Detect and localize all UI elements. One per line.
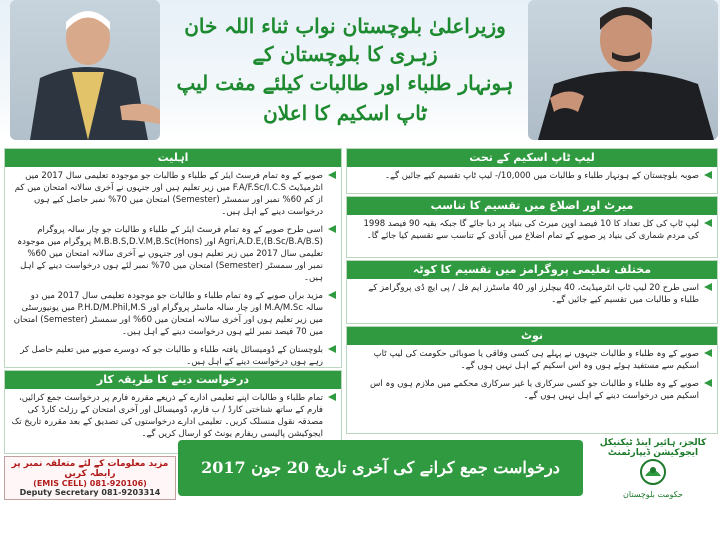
note-header: نوٹ <box>347 327 717 345</box>
bullet-arrow-icon <box>704 283 712 291</box>
deadline-suffix: ہوگی۔ <box>357 514 404 533</box>
eligibility-item-text: صوبے کے وہ تمام فرسٹ ایئر کے طلباء و طالبات جو موجودہ تعلیمی سال 2017 میں انٹرمیڈیٹ F.A/F.Sc/I.C.S میں زیر تعلیم ہیں اور جنہوں نے آخری سالانہ امتحان میں کم از کم 60% نمبر اور سمسٹر (Semester) امتحان میں 70% نمبر حاصل کیے ہوں درخواست دینے کے اہل ہیں۔ <box>14 171 323 217</box>
note-item <box>347 345 717 375</box>
quota-panel <box>346 260 718 324</box>
eligibility-item-text: بلوچستان کے ڈومیسائل یافتہ طلباء و طالبات جو کہ دوسرے صوبے میں تعلیم حاصل کر رہے ہوں درخواست دینے کے اہل ہیں۔ <box>20 345 323 367</box>
bullet-arrow-icon <box>328 225 336 233</box>
scheme-panel <box>346 148 718 194</box>
quota-item <box>347 279 717 309</box>
headline-line-1: وزیراعلیٰ بلوچستان نواب ثناء اللہ خان زہری کا بلوچستان کے <box>184 14 506 66</box>
note-text: صوبے کے وہ طلباء و طالبات جو کسی سرکاری یا غیر سرکاری محکمے میں ملازم ہوں وہ اس اسکیم میں درخواست دینے کے اہل نہیں ہوں گے۔ <box>369 379 699 401</box>
deadline-year: 2017 <box>201 458 246 477</box>
government-seal-icon <box>636 458 670 486</box>
eligibility-panel <box>4 148 342 368</box>
bullet-arrow-icon <box>328 345 336 353</box>
emis-contact: (EMIS CELL) 081-920106) <box>33 479 147 488</box>
headline <box>170 12 520 128</box>
contact-title: مزید معلومات کے لئے متعلقہ نمبر پر رابطہ کریں <box>11 459 169 479</box>
department-name: کالجز، ہائیر اینڈ ٹیکنیکل ایجوکیشن ڈیپارٹمنٹ <box>599 438 707 458</box>
merit-text: لیپ ٹاپ کی کل تعداد کا 10 فیصد اوپن میرٹ کی بنیاد پر دیا جائے گا جبکہ بقیہ 90 فیصد 1998 کی مردم شماری کی بنیاد پر صوبے کے تمام اضلاع میں آبادی کے تناسب سے تقسیم کیا جائے گا۔ <box>363 219 699 241</box>
eligibility-header: اہلیت <box>5 149 341 167</box>
scheme-header: لیپ ٹاپ اسکیم کے تحت <box>347 149 717 167</box>
note-item <box>347 375 717 405</box>
procedure-header: درخواست دینے کا طریقہ کار <box>5 371 341 389</box>
note-text: صوبے کے وہ طلباء و طالبات جنہوں نے پہلے ہی کسی وفاقی یا صوبائی حکومت کی لیپ ٹاپ اسکیم سے مستفید ہوئے ہوں وہ اس اسکیم کے اہل نہیں ہوں گے۔ <box>373 349 699 371</box>
procedure-text <box>5 389 341 443</box>
eligibility-item-text: مزید براں صوبے کے وہ تمام طلباء و طالبات جو موجودہ تعلیمی سال 2017 میں دو سالہ M.A/M.Sc اور چار سالہ ماسٹر پروگرام اور P.H.D/M.Phil,M.S میں یونیورسٹی میں زیر تعلیم ہوں اور آخری سالانہ امتحان میں 60% اور سمسٹر (Semester) امتحان میں 70 فیصد نمبر لئے ہوں درخواست دینے کے اہل ہیں۔ <box>13 291 323 337</box>
quota-text: اسی طرح 20 لیپ ٹاپ انٹرمیڈیٹ، 40 بیچلرز اور 40 ماسٹرز ایم فل / پی ایچ ڈی پروگرامز کے طلباء و طالبات میں تقسیم کیے جائیں گے۔ <box>368 283 699 305</box>
bullet-arrow-icon <box>704 171 712 179</box>
deadline-prefix: درخواست جمع کرانے کی آخری تاریخ 20 جون <box>251 458 560 477</box>
department-block <box>588 438 718 498</box>
eligibility-item-text: اسی طرح صوبے کے وہ تمام فرسٹ ایئر کے طلباء و طالبات جو چار سالہ پروگرام Agri,A.D.E,(B.Sc/B.A/B.S) اور M.B.B.S,D.V.M,B.Sc(Hons) پروگرام میں موجودہ تعلیمی سال 2017 میں زیر تعلیم ہوں اور جنہوں نے آخری سالانہ امتحان میں 60% نمبر اور سمسٹر (Semester) امتحان میں 70% نمبر لئے ہوں درخواست دینے کے اہل ہیں۔ <box>17 225 323 283</box>
procedure-body: تمام طلباء و طالبات اپنے تعلیمی ادارے کے ذریعے مقررہ فارم پر درخواست جمع کرائیں، فارم کے ساتھ شناختی کارڈ / ب فارم، ڈومیسائل اور آخری امتحان کے رزلٹ کارڈ کی مصدقہ نقول منسلک کریں۔ تعلیمی ادارے درخواستوں کی تصدیق کے بعد مقررہ تاریخ تک ایجوکیشن پالیسی ریفارم یونٹ کو ارسال کریں گے۔ <box>11 393 323 439</box>
scheme-item <box>347 167 717 185</box>
bullet-arrow-icon <box>328 291 336 299</box>
merit-header: میرٹ اور اضلاع میں تقسیم کا تناسب <box>347 197 717 215</box>
bullet-arrow-icon <box>704 349 712 357</box>
merit-item <box>347 215 717 245</box>
minister-photo-left <box>10 0 160 140</box>
quota-header: مختلف تعلیمی پروگرامز میں تقسیم کا کوٹہ <box>347 261 717 279</box>
scheme-text: صوبہ بلوچستان کے ہونہار طلباء و طالبات میں 10,000/- لیپ ٹاپ تقسیم کیے جائیں گے۔ <box>384 171 699 181</box>
eligibility-item <box>5 287 341 341</box>
bullet-arrow-icon <box>704 219 712 227</box>
contact-box <box>4 456 176 500</box>
merit-panel <box>346 196 718 258</box>
government-name: حکومت بلوچستان <box>623 490 683 499</box>
deputy-secretary-contact: Deputy Secretary 081-9203314 <box>19 488 161 497</box>
bullet-arrow-icon <box>328 393 336 401</box>
bullet-arrow-icon <box>704 379 712 387</box>
eligibility-item <box>5 221 341 287</box>
headline-line-2: ہونہار طلباء اور طالبات کیلئے مفت لیپ ٹاپ اسکیم کا اعلان <box>176 71 514 125</box>
deadline-banner <box>178 440 583 533</box>
chief-minister-photo-right <box>528 0 718 140</box>
note-panel <box>346 326 718 434</box>
bullet-arrow-icon <box>328 171 336 179</box>
eligibility-item <box>5 341 341 371</box>
eligibility-item <box>5 167 341 221</box>
